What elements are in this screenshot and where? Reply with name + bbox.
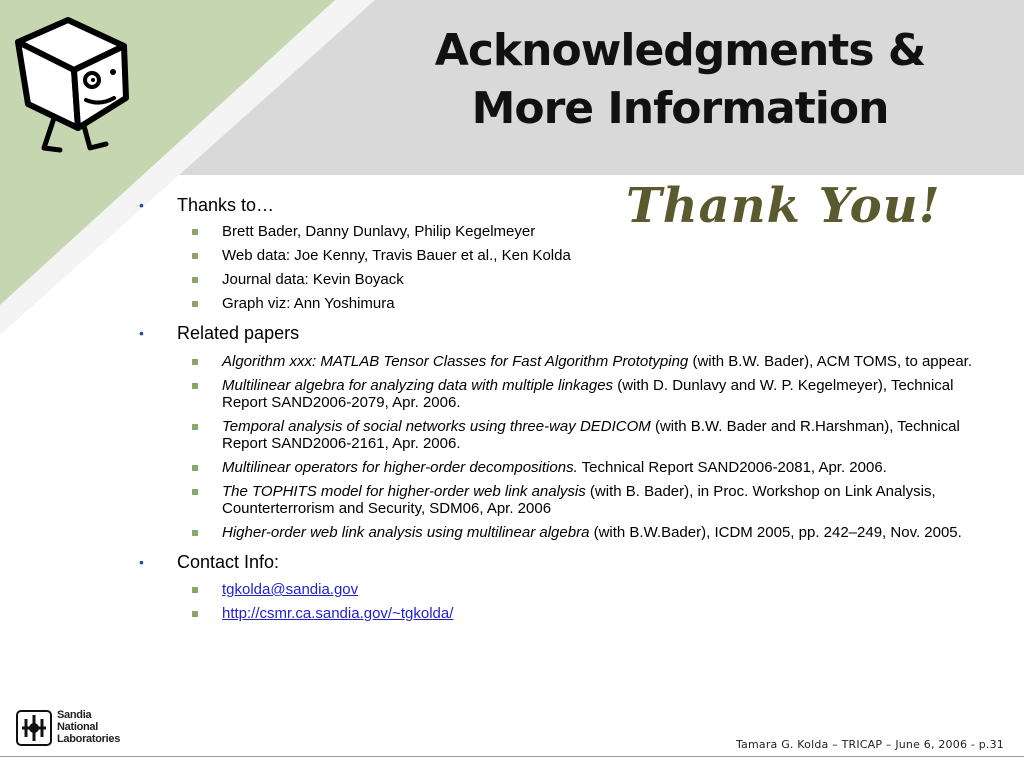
bullet-contact-info: • Contact Info: [139, 552, 280, 572]
bullet-dot-icon: • [139, 325, 144, 341]
footer-citation: Tamara G. Kolda – TRICAP – June 6, 2006 - p.31 [735, 738, 1004, 751]
square-bullet-icon [192, 465, 198, 471]
thank-you-text: Thank You! [626, 178, 941, 234]
square-bullet-icon [192, 424, 198, 430]
square-bullet-icon [192, 253, 198, 259]
square-bullet-icon [192, 359, 198, 365]
list-item [136, 605, 996, 622]
paper-item: Algorithm xxx: MATLAB Tensor Classes for Fast Algorithm Prototyping (with B.W. Bader), ACM TOMS, to appear. [136, 353, 996, 370]
square-bullet-icon [192, 277, 198, 283]
paper-item: Multilinear algebra for analyzing data with multiple linkages (with D. Dunlavy and W. P. Kegelmeyer), Technical Report SAND2006-2079, Apr. 2006. [136, 377, 996, 411]
square-bullet-icon [192, 383, 198, 389]
bullet-dot-icon: • [139, 554, 144, 570]
square-bullet-icon [192, 301, 198, 307]
slide-title [390, 22, 970, 138]
list-item: Journal data: Kevin Boyack [136, 271, 996, 288]
sandia-thunderbird-icon [16, 710, 52, 746]
square-bullet-icon [192, 587, 198, 593]
square-bullet-icon [192, 229, 198, 235]
title-line-1: Acknowledgments & [434, 25, 926, 76]
logo-text: Sandia National Laboratories [57, 709, 121, 745]
paper-item: Higher-order web link analysis using multilinear algebra (with B.W.Bader), ICDM 2005, pp. 242–249, Nov. 2005. [136, 524, 996, 541]
square-bullet-icon [192, 489, 198, 495]
list-item: Graph viz: Ann Yoshimura [136, 295, 996, 312]
bullet-content [136, 190, 996, 622]
paper-item: Multilinear operators for higher-order decompositions. Technical Report SAND2006-2081, Apr. 2006. [136, 459, 996, 476]
bullet-dot-icon: • [139, 197, 144, 213]
paper-item: The TOPHITS model for higher-order web link analysis (with B. Bader), in Proc. Workshop on Link Analysis, Counterterrorism and Security, SDM06, Apr. 2006 [136, 483, 996, 517]
bullet-related-papers: • Related papers [139, 323, 300, 343]
square-bullet-icon [192, 611, 198, 617]
list-item: Brett Bader, Danny Dunlavy, Philip Kegelmeyer [136, 223, 996, 240]
homepage-link[interactable]: http://csmr.ca.sandia.gov/~tgkolda/ [222, 605, 454, 622]
footer-divider [0, 756, 1024, 757]
list-item: Web data: Joe Kenny, Travis Bauer et al., Ken Kolda [136, 247, 996, 264]
list-item [136, 581, 996, 598]
email-link[interactable]: tgkolda@sandia.gov [222, 581, 359, 598]
square-bullet-icon [192, 530, 198, 536]
paper-item: Temporal analysis of social networks using three-way DEDICOM (with B.W. Bader and R.Harshman), Technical Report SAND2006-2161, Apr. 2006. [136, 418, 996, 452]
title-line-2: More Information [471, 83, 889, 134]
sandia-logo [16, 707, 126, 749]
bullet-thanks: • Thanks to… [139, 195, 275, 215]
